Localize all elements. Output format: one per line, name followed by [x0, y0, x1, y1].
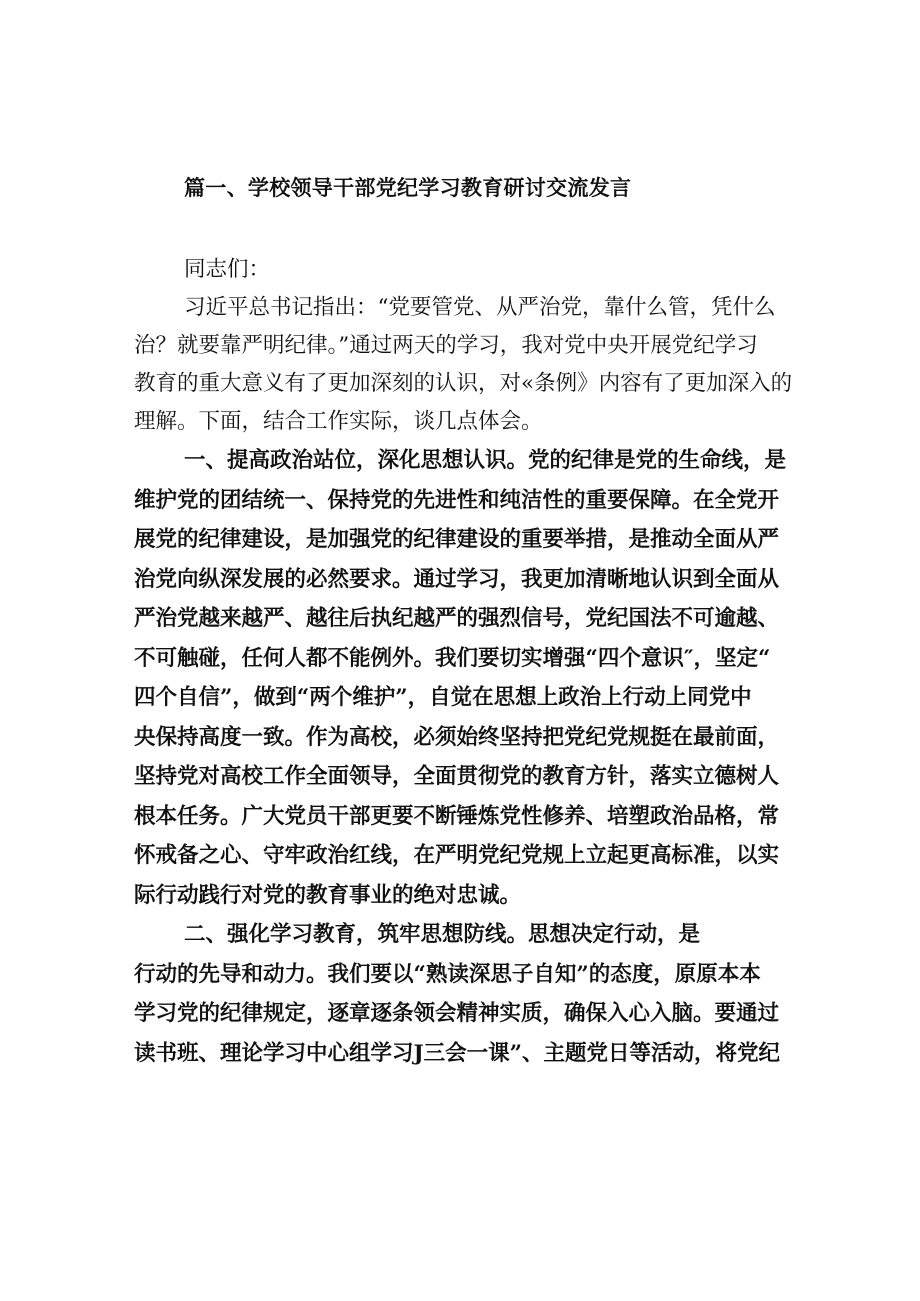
paragraph-line: 央保持高度一致。作为高校，必须始终坚持把党纪党规挺在最前面，	[134, 725, 780, 750]
paragraph-line: 读书班、理论学习中心组学习J三会一课”、主题党日等活动，将党纪	[134, 1041, 781, 1066]
paragraph-line: 不可触碰，任何人都不能例外。我们要切实增强“四个意识″，坚定“	[134, 646, 771, 671]
paragraph-line: 二、强化学习教育，筑牢思想防线。思想决定行动，是	[184, 922, 701, 947]
paragraph-line: 展党的纪律建设，是加强党的纪律建设的重要举措，是推动全面从严	[134, 527, 780, 552]
document-title: 篇一、学校领导干部党纪学习教育研讨交流发言	[184, 175, 632, 200]
paragraph-line: 根本任务。广大党员干部更要不断锤炼党性修养、培塑政治品格，常	[134, 804, 780, 829]
paragraph-line: 维护党的团结统一、保持党的先进性和纯洁性的重要保障。在全党开	[134, 488, 780, 513]
paragraph-line: 坚持党对高校工作全面领导，全面贯彻党的教育方针，落实立德树人	[134, 764, 780, 789]
paragraph-line: 际行动践行对党的教育事业的绝对忠诚。	[134, 883, 522, 908]
paragraph-line: 习近平总书记指出：“党要管党、从严治党，靠什么管，凭什么	[184, 295, 776, 320]
paragraph-line: 严治党越来越严、越往后执纪越严的强烈信号，党纪国法不可逾越、	[134, 606, 780, 631]
paragraph-line: 教育的重大意义有了更加深刻的认识，对«条例》内容有了更加深入的	[134, 371, 793, 396]
paragraph-line: 四个自信”，做到“两个维护”，自觉在思想上政治上行动上同党中	[134, 685, 752, 710]
paragraph-line: 怀戒备之心、守牢政治红线，在严明党纪党规上立起更高标准，以实	[134, 843, 780, 868]
paragraph-line: 治？就要靠严明纪律。”通过两天的学习，我对党中央开展党纪学习	[134, 333, 758, 358]
paragraph-line: 行动的先导和动力。我们要以“熟读深思子自知”的态度，原原本本	[134, 962, 761, 987]
paragraph-line: 治党向纵深发展的必然要求。通过学习，我更加清晰地认识到全面从	[134, 567, 780, 592]
paragraph-line: 理解。下面，结合工作实际，谈几点体会。	[134, 409, 543, 434]
paragraph-line: 一、提高政治站位，深化思想认识。党的纪律是党的生命线，是	[184, 448, 787, 473]
salutation: 同志们：	[184, 257, 271, 282]
paragraph-line: 学习党的纪律规定，逐章逐条领会精神实质，确保入心入脑。要通过	[134, 1001, 780, 1026]
